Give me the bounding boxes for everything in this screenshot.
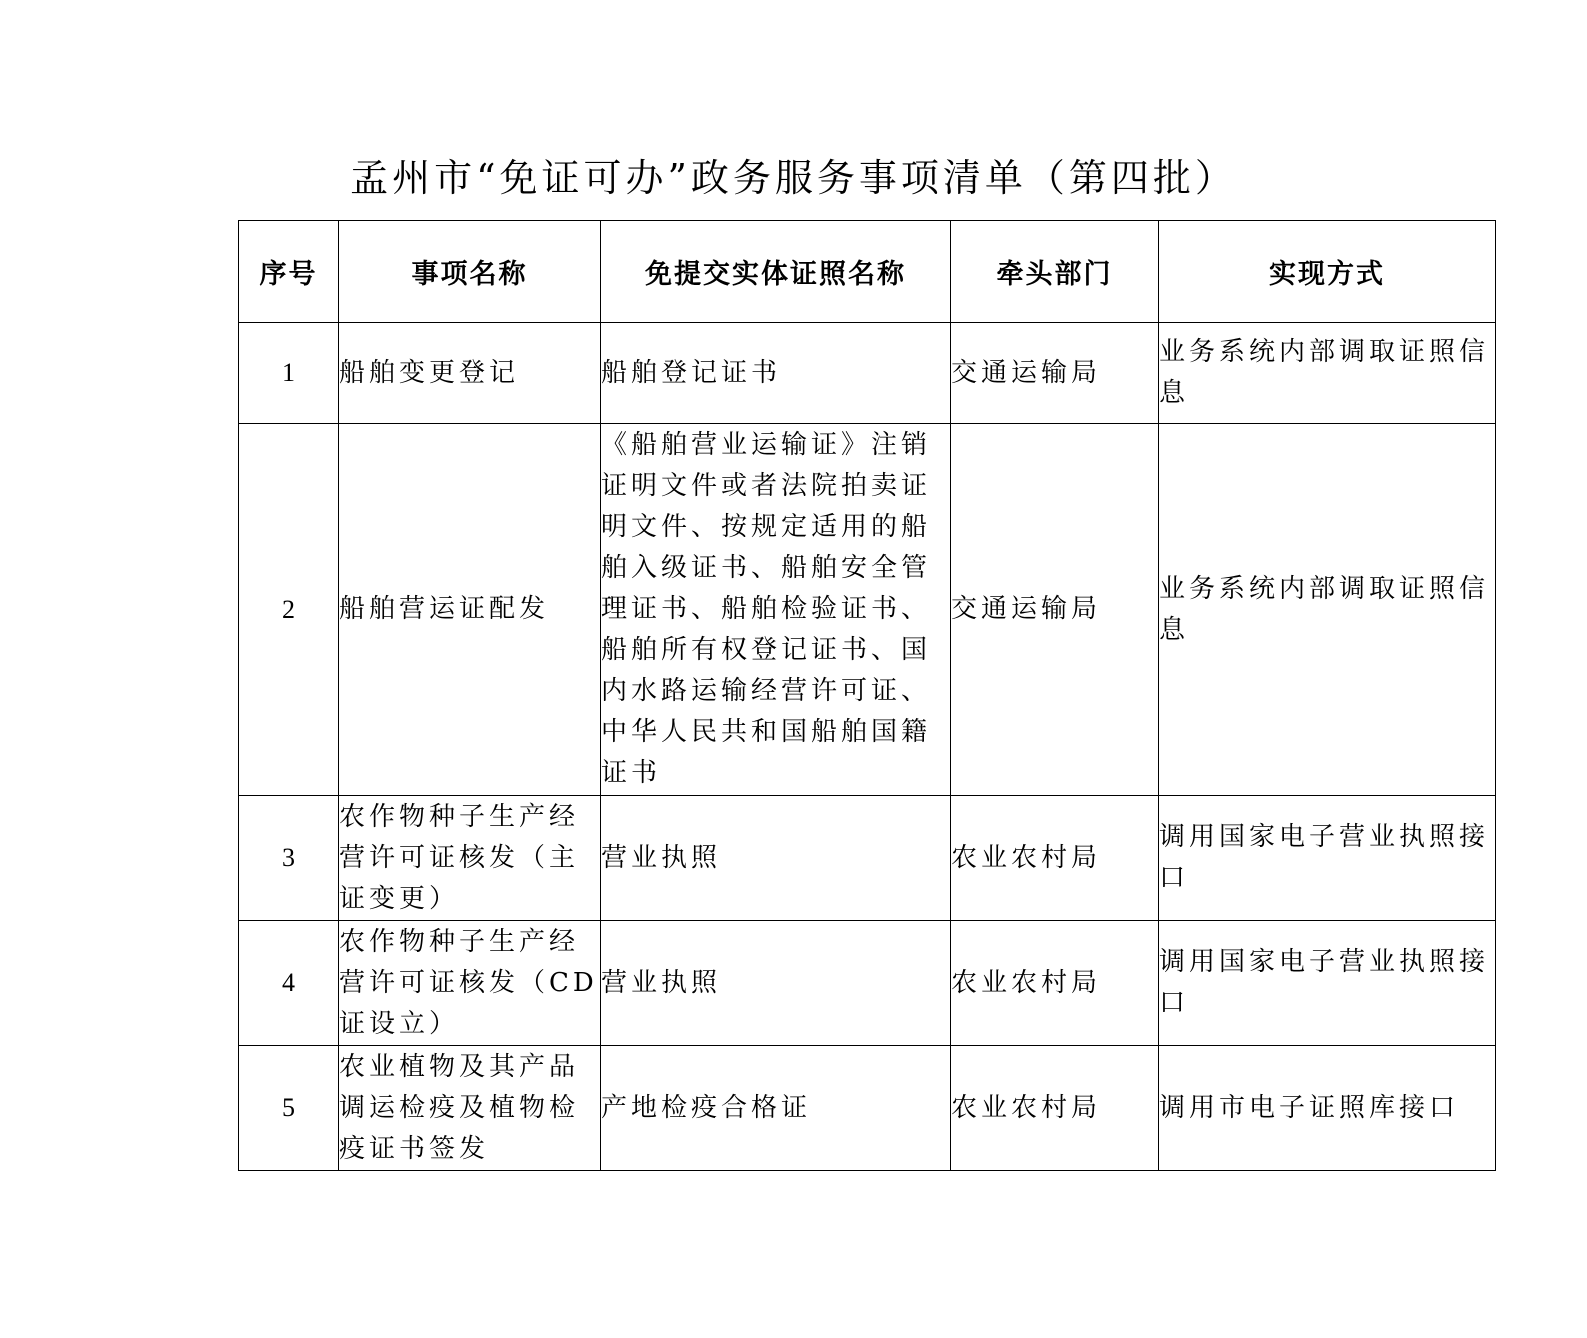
certificate-name: 营业执照 xyxy=(601,796,951,921)
row-number: 1 xyxy=(239,323,339,424)
table-row xyxy=(239,921,1496,1046)
lead-department: 农业农村局 xyxy=(951,796,1159,921)
header-serial-number: 序号 xyxy=(239,221,339,323)
item-name: 农作物种子生产经营许可证核发（CD证设立） xyxy=(339,921,601,1046)
service-items-table xyxy=(238,220,1496,1171)
header-certificate-name: 免提交实体证照名称 xyxy=(601,221,951,323)
lead-department: 农业农村局 xyxy=(951,1046,1159,1171)
lead-department: 交通运输局 xyxy=(951,323,1159,424)
implementation-method: 业务系统内部调取证照信息 xyxy=(1159,323,1496,424)
table-row xyxy=(239,323,1496,424)
certificate-name: 产地检疫合格证 xyxy=(601,1046,951,1171)
implementation-method: 调用国家电子营业执照接口 xyxy=(1159,796,1496,921)
row-number: 4 xyxy=(239,921,339,1046)
header-implementation-method: 实现方式 xyxy=(1159,221,1496,323)
item-name: 船舶营运证配发 xyxy=(339,424,601,796)
header-item-name: 事项名称 xyxy=(339,221,601,323)
implementation-method: 调用市电子证照库接口 xyxy=(1159,1046,1496,1171)
table-row xyxy=(239,1046,1496,1171)
lead-department: 交通运输局 xyxy=(951,424,1159,796)
certificate-name: 营业执照 xyxy=(601,921,951,1046)
item-name: 农作物种子生产经营许可证核发（主证变更） xyxy=(339,796,601,921)
table-header-row xyxy=(239,221,1496,323)
certificate-name: 《船舶营业运输证》注销证明文件或者法院拍卖证明文件、按规定适用的船舶入级证书、船舶安全管理证书、船舶检验证书、船舶所有权登记证书、国内水路运输经营许可证、中华人民共和国船舶国籍证书 xyxy=(601,424,951,796)
header-lead-department: 牵头部门 xyxy=(951,221,1159,323)
item-name: 农业植物及其产品调运检疫及植物检疫证书签发 xyxy=(339,1046,601,1171)
row-number: 2 xyxy=(239,424,339,796)
certificate-name: 船舶登记证书 xyxy=(601,323,951,424)
row-number: 3 xyxy=(239,796,339,921)
implementation-method: 业务系统内部调取证照信息 xyxy=(1159,424,1496,796)
lead-department: 农业农村局 xyxy=(951,921,1159,1046)
row-number: 5 xyxy=(239,1046,339,1171)
document-title: 孟州市“免证可办”政务服务事项清单（第四批） xyxy=(350,156,1237,200)
implementation-method: 调用国家电子营业执照接口 xyxy=(1159,921,1496,1046)
table-row xyxy=(239,424,1496,796)
table-row xyxy=(239,796,1496,921)
item-name: 船舶变更登记 xyxy=(339,323,601,424)
